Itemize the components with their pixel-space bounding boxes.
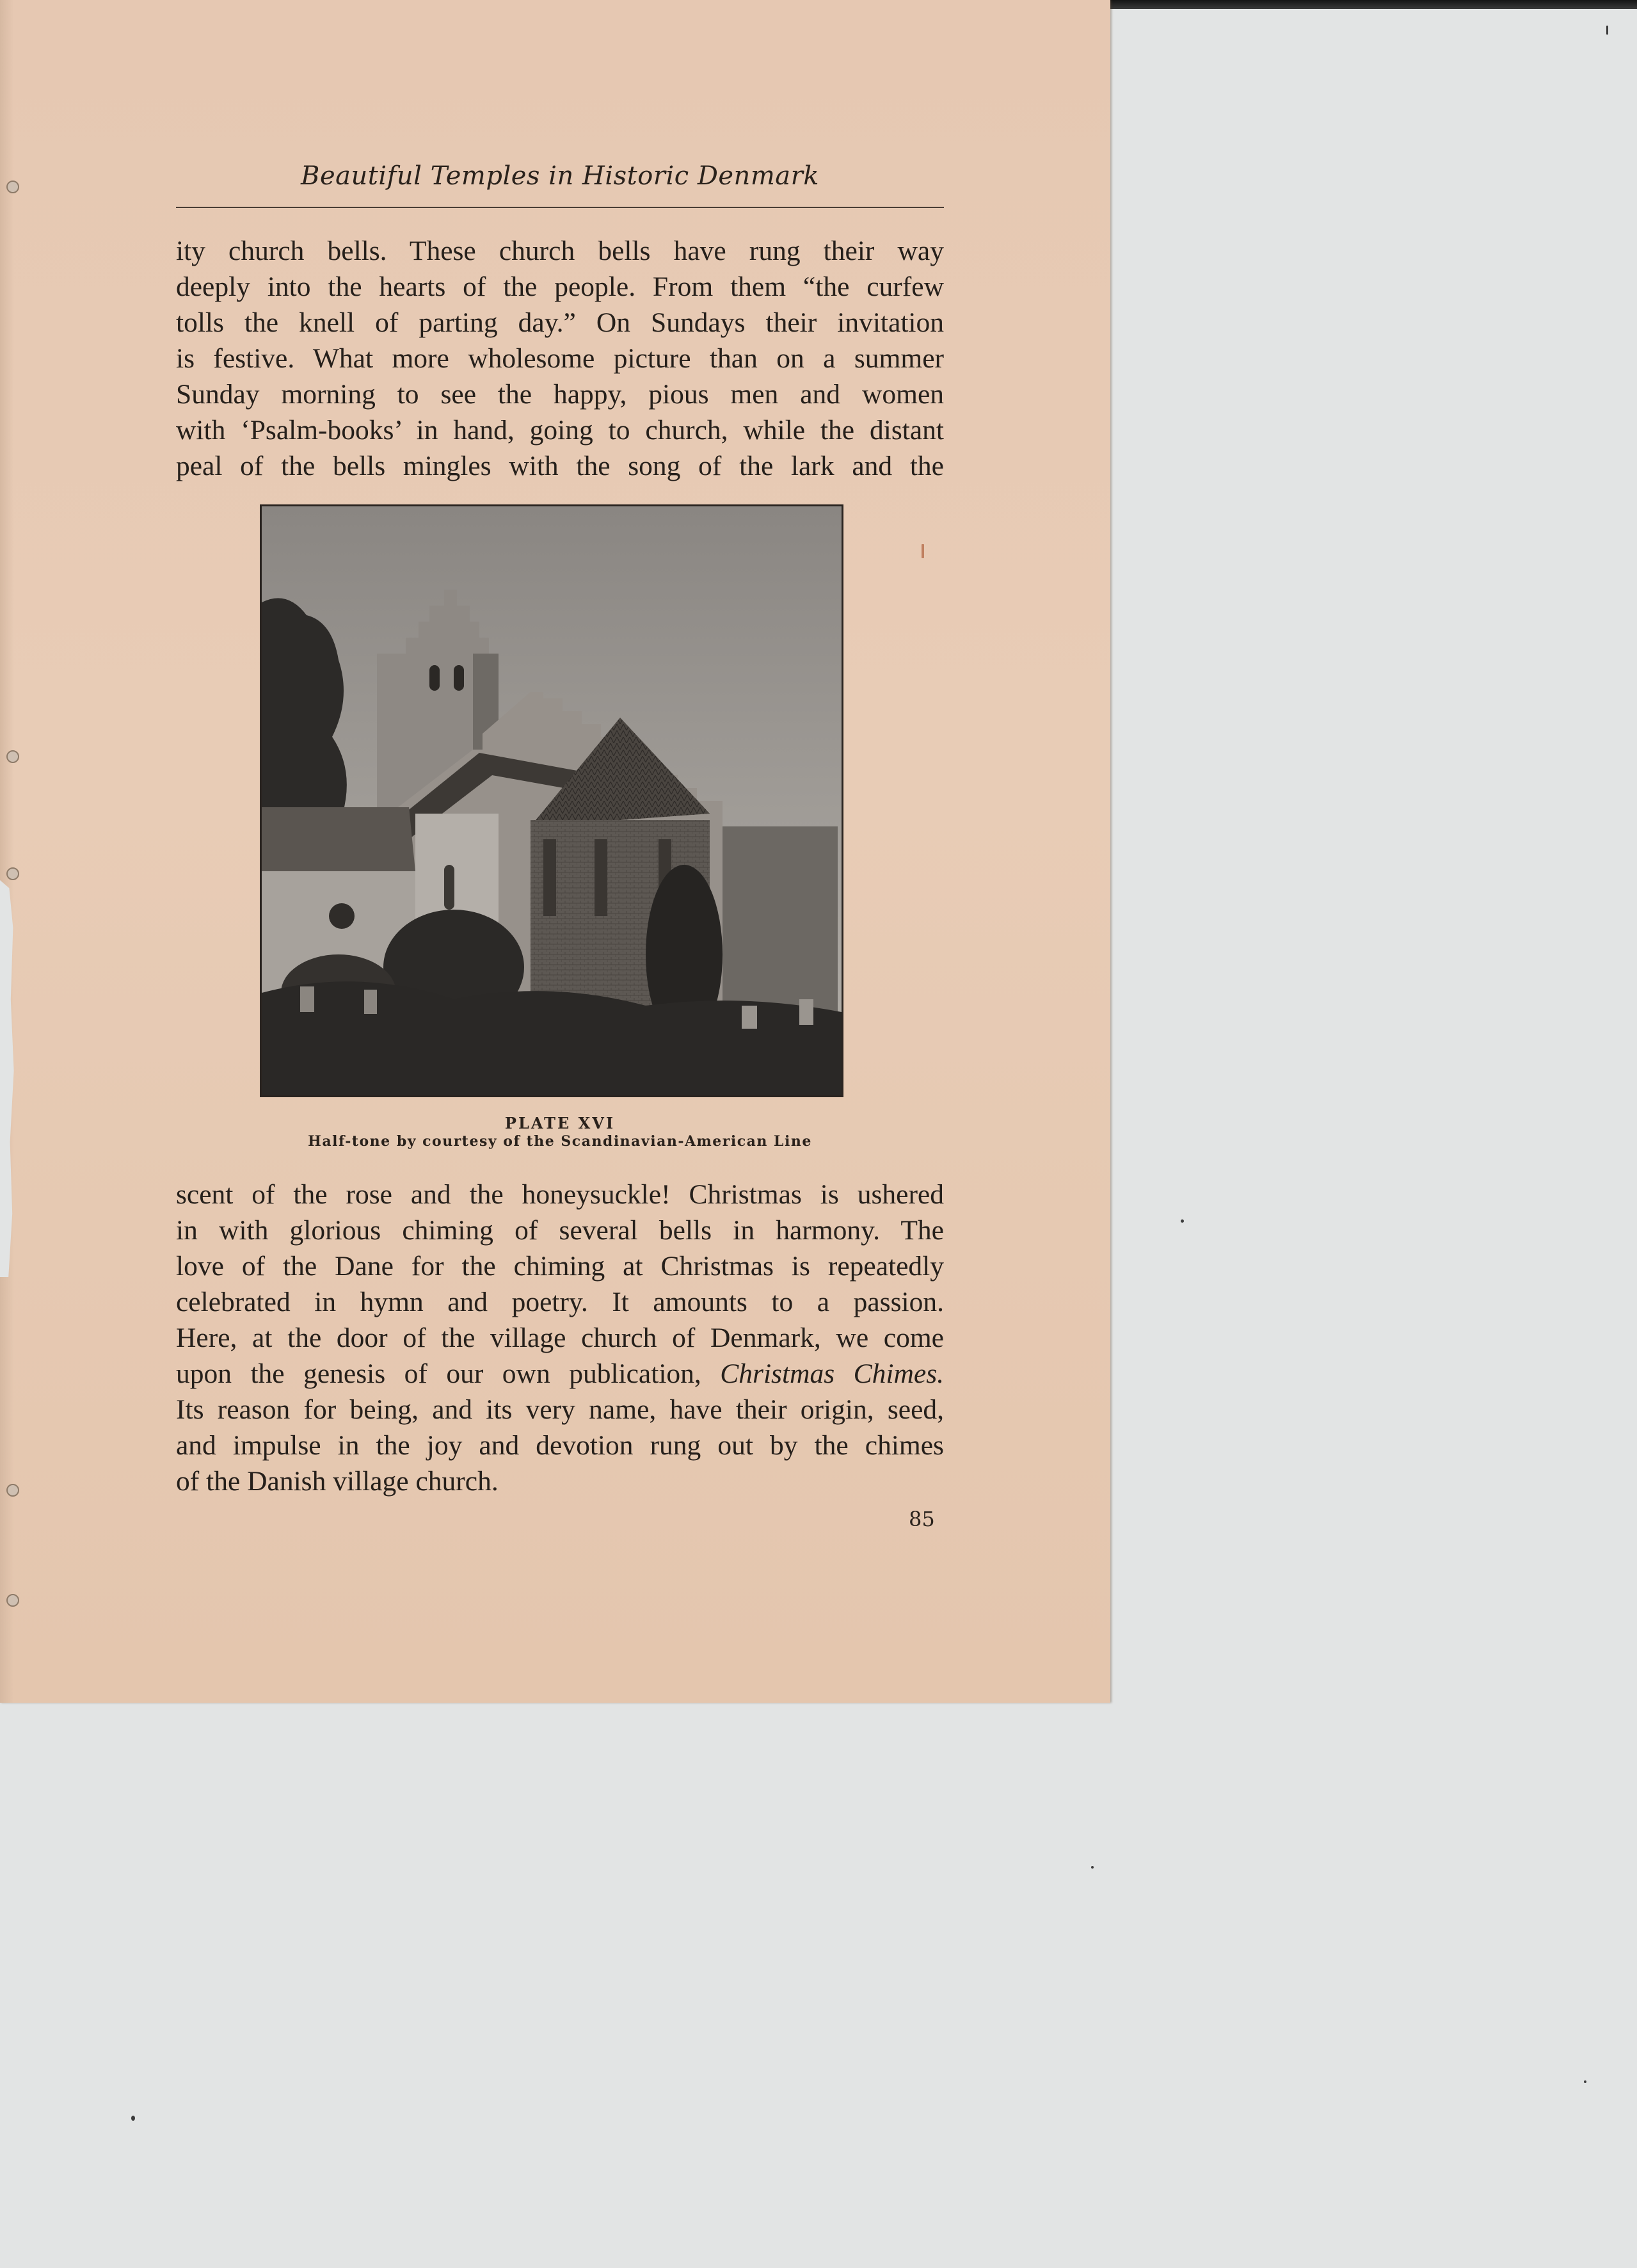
text-line: ity church bells. These church bells have rung their way bbox=[176, 236, 944, 266]
text-line-with-title bbox=[176, 1356, 944, 1392]
text-line: is festive. What more wholesome picture than on a summer bbox=[176, 343, 944, 374]
plate-credit: Half-tone by courtesy of the Scandinavian-American Line bbox=[308, 1133, 812, 1150]
running-head-rule bbox=[176, 207, 944, 208]
binding-hole bbox=[6, 181, 19, 193]
text-line: Here, at the door of the village church of Denmark, we come bbox=[176, 1323, 944, 1353]
text-line: tolls the knell of parting day.” On Sundays their invitation bbox=[176, 307, 944, 338]
paragraph-top bbox=[176, 233, 944, 484]
text-line: celebrated in hymn and poetry. It amounts to a passion. bbox=[176, 1287, 944, 1317]
dust-speck bbox=[1606, 26, 1608, 35]
text-line: and impulse in the joy and devotion rung out by the chimes bbox=[176, 1430, 944, 1461]
publication-title: Christmas Chimes. bbox=[720, 1358, 945, 1389]
scanner-edge bbox=[1107, 0, 1637, 9]
text-line: Its reason for being, and its very name, have their origin, seed, bbox=[176, 1394, 944, 1425]
dust-speck bbox=[1181, 1219, 1184, 1223]
page-binding-edge bbox=[0, 0, 14, 1703]
dust-speck bbox=[131, 2116, 135, 2121]
binding-hole bbox=[6, 867, 19, 880]
plate-title: PLATE XVI bbox=[504, 1114, 616, 1132]
text-line: love of the Dane for the chiming at Christmas is repeatedly bbox=[176, 1251, 944, 1282]
binding-hole bbox=[6, 1484, 19, 1497]
text-line: in with glorious chiming of several bells in harmony. The bbox=[176, 1215, 944, 1246]
text-line: peal of the bells mingles with the song of the lark and the bbox=[176, 451, 944, 481]
page-number: 85 bbox=[909, 1507, 935, 1531]
text-line: of the Danish village church. bbox=[176, 1466, 499, 1497]
text-line: scent of the rose and the honeysuckle! Christmas is ushered bbox=[176, 1179, 944, 1210]
dust-speck bbox=[1091, 1866, 1094, 1869]
church-photograph bbox=[260, 504, 843, 1097]
church-halftone-image bbox=[262, 506, 842, 1095]
binding-hole bbox=[6, 1594, 19, 1607]
binding-hole bbox=[6, 750, 19, 763]
text-line: with ‘Psalm-books’ in hand, going to church, while the distant bbox=[176, 415, 944, 446]
dust-speck bbox=[1584, 2080, 1586, 2083]
text-line-lead: upon the genesis of our own publication, bbox=[176, 1358, 701, 1389]
paragraph-bottom bbox=[176, 1177, 944, 1499]
running-head: Beautiful Temples in Historic Denmark bbox=[301, 161, 819, 191]
text-line: deeply into the hearts of the people. From them “the curfew bbox=[176, 271, 944, 302]
text-line: Sunday morning to see the happy, pious men and women bbox=[176, 379, 944, 410]
dust-speck bbox=[922, 544, 924, 558]
